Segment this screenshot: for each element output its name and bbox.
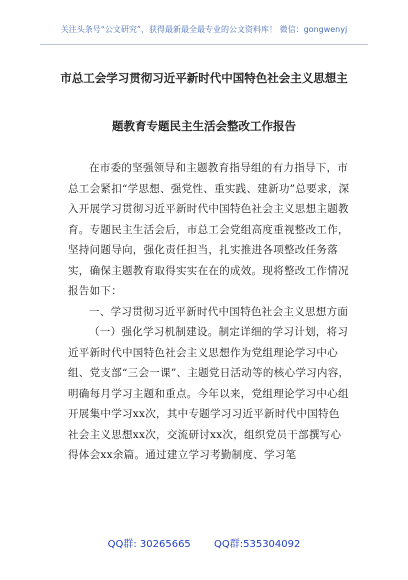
document-body <box>68 158 350 466</box>
footer <box>0 535 408 550</box>
document-title-line-2: 题教育专题民主生活会整改工作报告 <box>112 119 296 133</box>
document-title-line-1: 市总工会学习贯彻习近平新时代中国特色社会主义思想主 <box>60 71 348 85</box>
footer-qq-group-2: QQ群:535304092 <box>214 539 301 550</box>
header-note: 关注头条号“公文研究”，获得最新最全最专业的公文资料库！ 微信：gongwenyj <box>60 25 348 34</box>
paragraph-subsection-1: （一）强化学习机制建设。制定详细的学习计划，将习近平新时代中国特色社会主义思想作为党组理论学习中心组、党支部“三会一课”、主题党日活动等的核心学习内容，明确每月学习主题和重点。今年以来，党组理论学习中心组开展集中学习xx次，其中专题学习习近平新时代中国特色社会主义思想xx次，交流研讨xx次，组织党员干部撰写心得体会xx余篇。通过建立学习考勤制度、学习笔 <box>68 326 350 461</box>
section-heading-1: 一、学习贯彻习近平新时代中国特色社会主义思想方面 <box>89 305 349 318</box>
paragraph-intro: 在市委的坚强领导和主题教育指导组的有力指导下，市总工会紧扣“学思想、强党性、重实践、建新功”总要求，深入开展学习贯彻习近平新时代中国特色社会主义思想主题教育。专题民主生活会后，市总工会党组高度重视整改工作，坚持问题导向，强化责任担当，扎实推进各项整改任务落实，确保主题教育取得实实在在的成效。现将整改工作情况报告如下： <box>68 162 350 297</box>
footer-qq-group-1: QQ群: 30265665 <box>107 539 191 550</box>
header-divider <box>40 44 368 45</box>
